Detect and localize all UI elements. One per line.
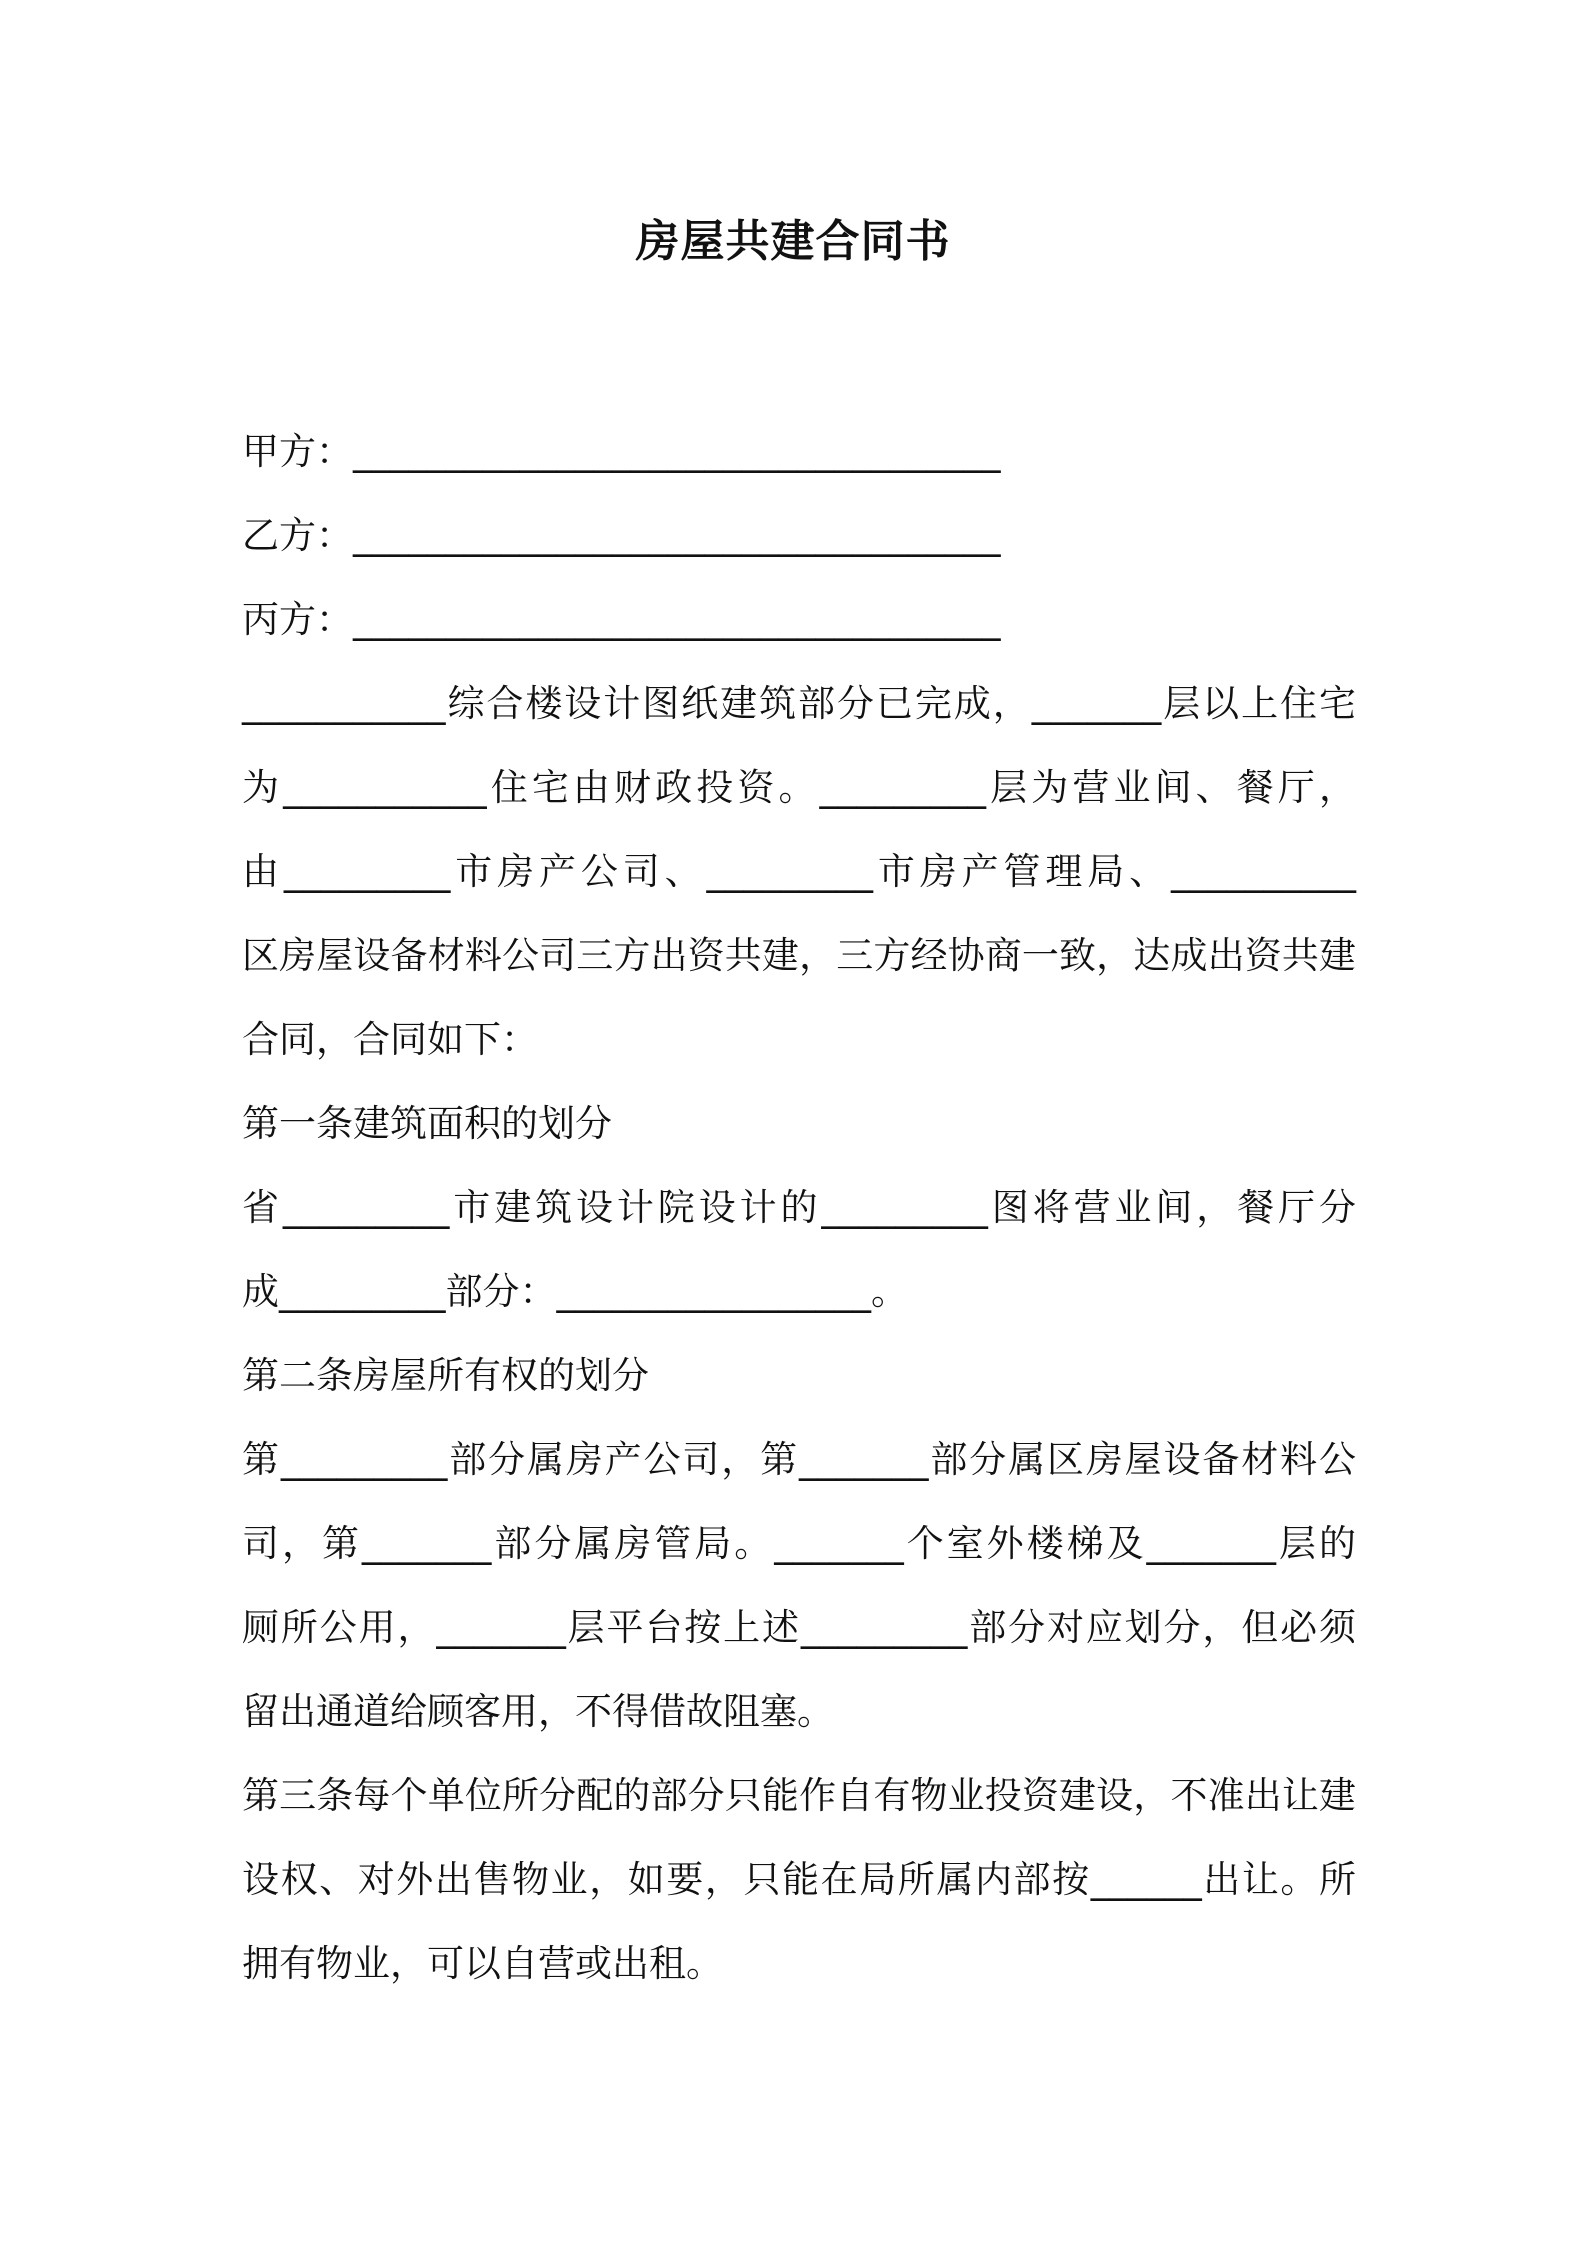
- document-title: 房屋共建合同书: [635, 216, 951, 267]
- article-heading: 第二条房屋所有权的划分: [242, 1354, 649, 1397]
- text-line: 拥有物业，可以自营或出租。: [242, 1942, 723, 1985]
- text-line: 司，第_______部分属房管局。_______个室外楼梯及_______层的: [242, 1522, 1356, 1565]
- article-heading: 第三条每个单位所分配的部分只能作自有物业投资建设，不准出让建: [242, 1774, 1356, 1817]
- text-line: 由_________市房产公司、_________市房产管理局、__________: [242, 850, 1356, 893]
- text-line: 厕所公用，_______层平台按上述_________部分对应划分，但必须: [242, 1606, 1356, 1649]
- document-body: [242, 410, 1356, 2006]
- party-a-line: 甲方：___________________________________: [242, 430, 1001, 473]
- text-line: 第_________部分属房产公司，第_______部分属区房屋设备材料公: [242, 1438, 1356, 1481]
- text-line: 为___________住宅由财政投资。_________层为营业间、餐厅，: [242, 766, 1356, 809]
- article-heading: 第一条建筑面积的划分: [242, 1102, 612, 1145]
- party-c-line: 丙方：___________________________________: [242, 598, 1001, 641]
- text-line: 成_________部分：_________________。: [242, 1270, 908, 1313]
- text-line: 留出通道给顾客用，不得借故阻塞。: [242, 1690, 834, 1733]
- text-line: ___________综合楼设计图纸建筑部分已完成，_______层以上住宅: [242, 682, 1356, 725]
- text-line: 设权、对外出售物业，如要，只能在局所属内部按______出让。所: [242, 1858, 1356, 1901]
- party-b-line: 乙方：___________________________________: [242, 514, 1001, 557]
- text-line: 省_________市建筑设计院设计的_________图将营业间，餐厅分: [242, 1186, 1356, 1229]
- text-line: 区房屋设备材料公司三方出资共建，三方经协商一致，达成出资共建: [242, 934, 1356, 977]
- text-line: 合同，合同如下：: [242, 1018, 538, 1061]
